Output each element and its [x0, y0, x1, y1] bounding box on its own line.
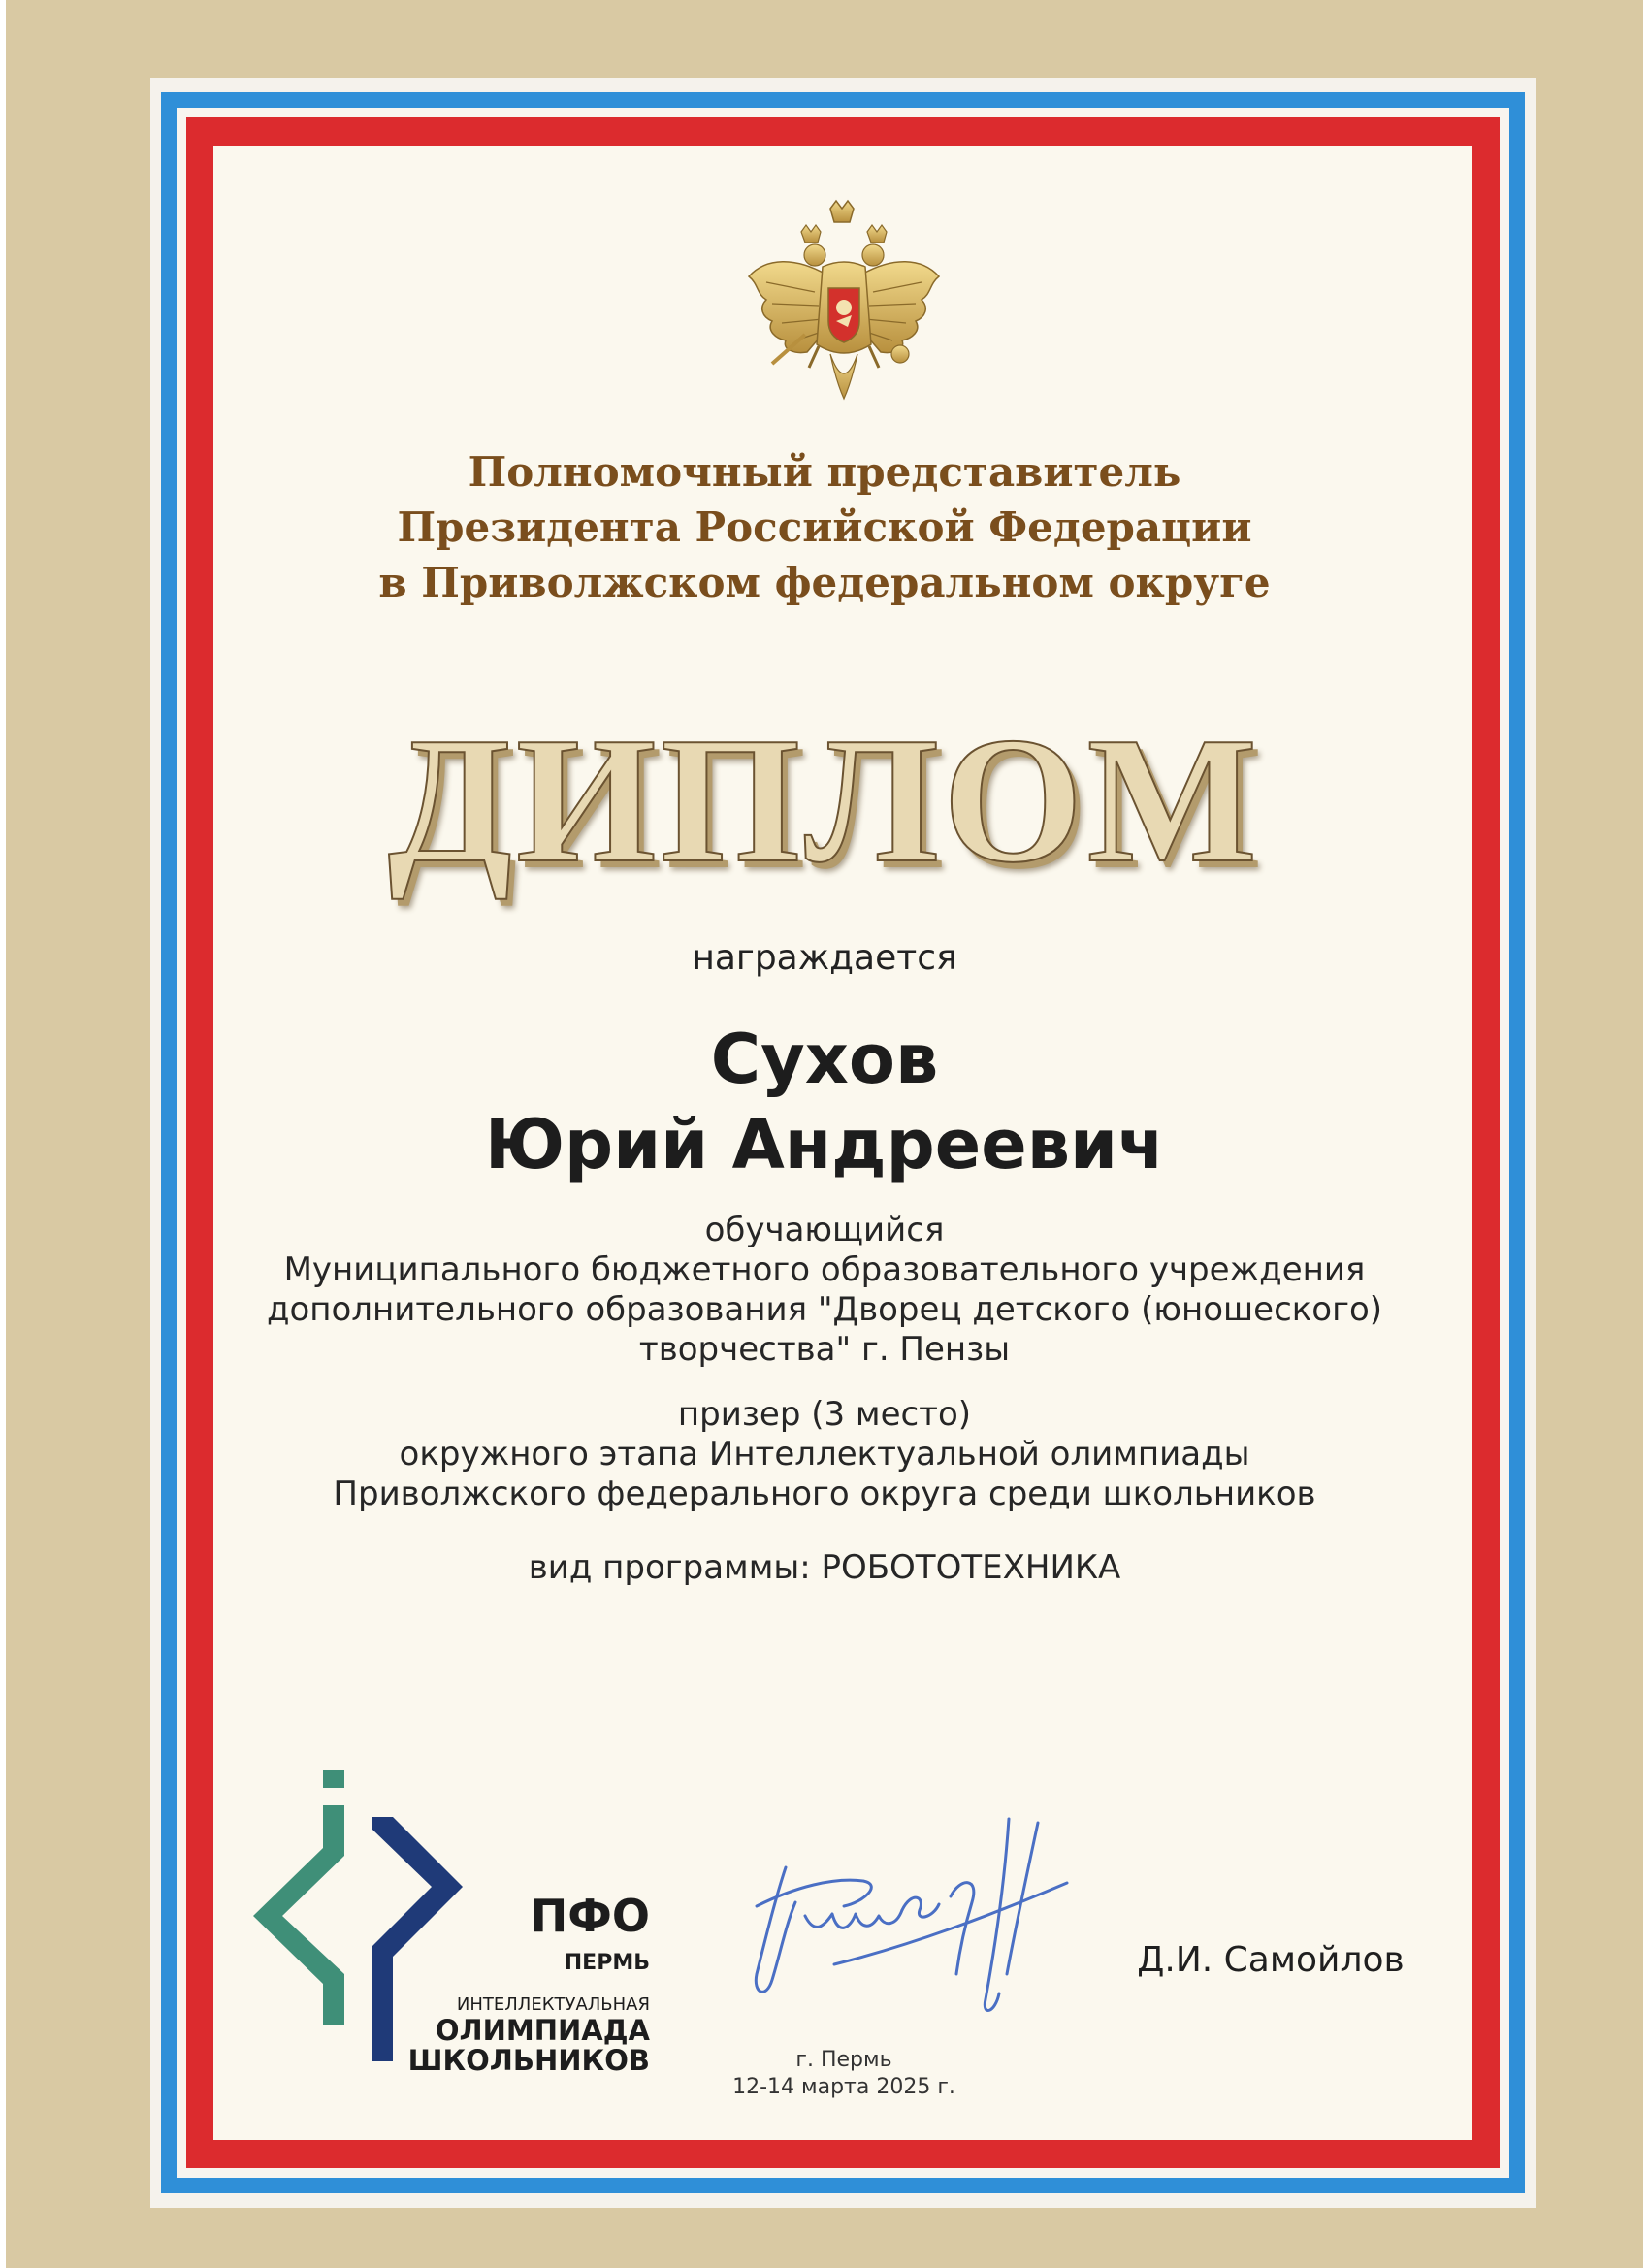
- date-text: 12-14 марта 2025 г.: [732, 2075, 955, 2099]
- signer-name: Д.И. Самойлов: [1137, 1940, 1405, 1980]
- place-and-date: [698, 2047, 989, 2101]
- signature-mark: [718, 1809, 1106, 2032]
- logo-lines: [369, 2016, 650, 2076]
- recipient-details: [0, 1211, 1649, 1370]
- award-line: призер (3 место): [677, 1395, 972, 1434]
- issuer-line-3: в Приволжском федеральном округе: [378, 559, 1271, 606]
- issuer-line-1: Полномочный представитель: [468, 448, 1181, 496]
- program-text: вид программы: РОБОТОТЕХНИКА: [528, 1548, 1121, 1587]
- award-details: [0, 1395, 1649, 1514]
- issuer-heading: [0, 444, 1649, 610]
- recipient-line: обучающийся: [704, 1211, 945, 1249]
- recipient-name: [0, 1017, 1649, 1187]
- city-text: г. Пермь: [795, 2048, 892, 2072]
- recipient-surname: Сухов: [710, 1020, 939, 1099]
- issuer-line-2: Президента Российской Федерации: [397, 503, 1252, 551]
- logo-line-2: ОЛИМПИАДА: [435, 2014, 650, 2047]
- recipient-line: Муниципального бюджетного образовательного учреждения: [283, 1250, 1366, 1289]
- logo-pfo: ПФО: [530, 1890, 650, 1942]
- recipient-given-name: Юрий Андреевич: [484, 1105, 1165, 1184]
- logo-line-1: ИНТЕЛЛЕКТУАЛЬНАЯ: [456, 1994, 650, 2015]
- logo-line-3: ШКОЛЬНИКОВ: [407, 2044, 650, 2077]
- recipient-line: дополнительного образования "Дворец детского (юношеского): [266, 1290, 1383, 1329]
- award-line: Приволжского федерального округа среди школьников: [333, 1474, 1316, 1513]
- logo-city: ПЕРМЬ: [564, 1951, 650, 1975]
- recipient-line: творчества" г. Пензы: [638, 1330, 1011, 1369]
- diploma-title: ДИПЛОМ: [387, 700, 1262, 900]
- coat-of-arms-emblem: [737, 199, 951, 412]
- awarded-text: награждается: [692, 938, 957, 978]
- award-line: окружного этапа Интеллектуальной олимпиады: [399, 1435, 1250, 1474]
